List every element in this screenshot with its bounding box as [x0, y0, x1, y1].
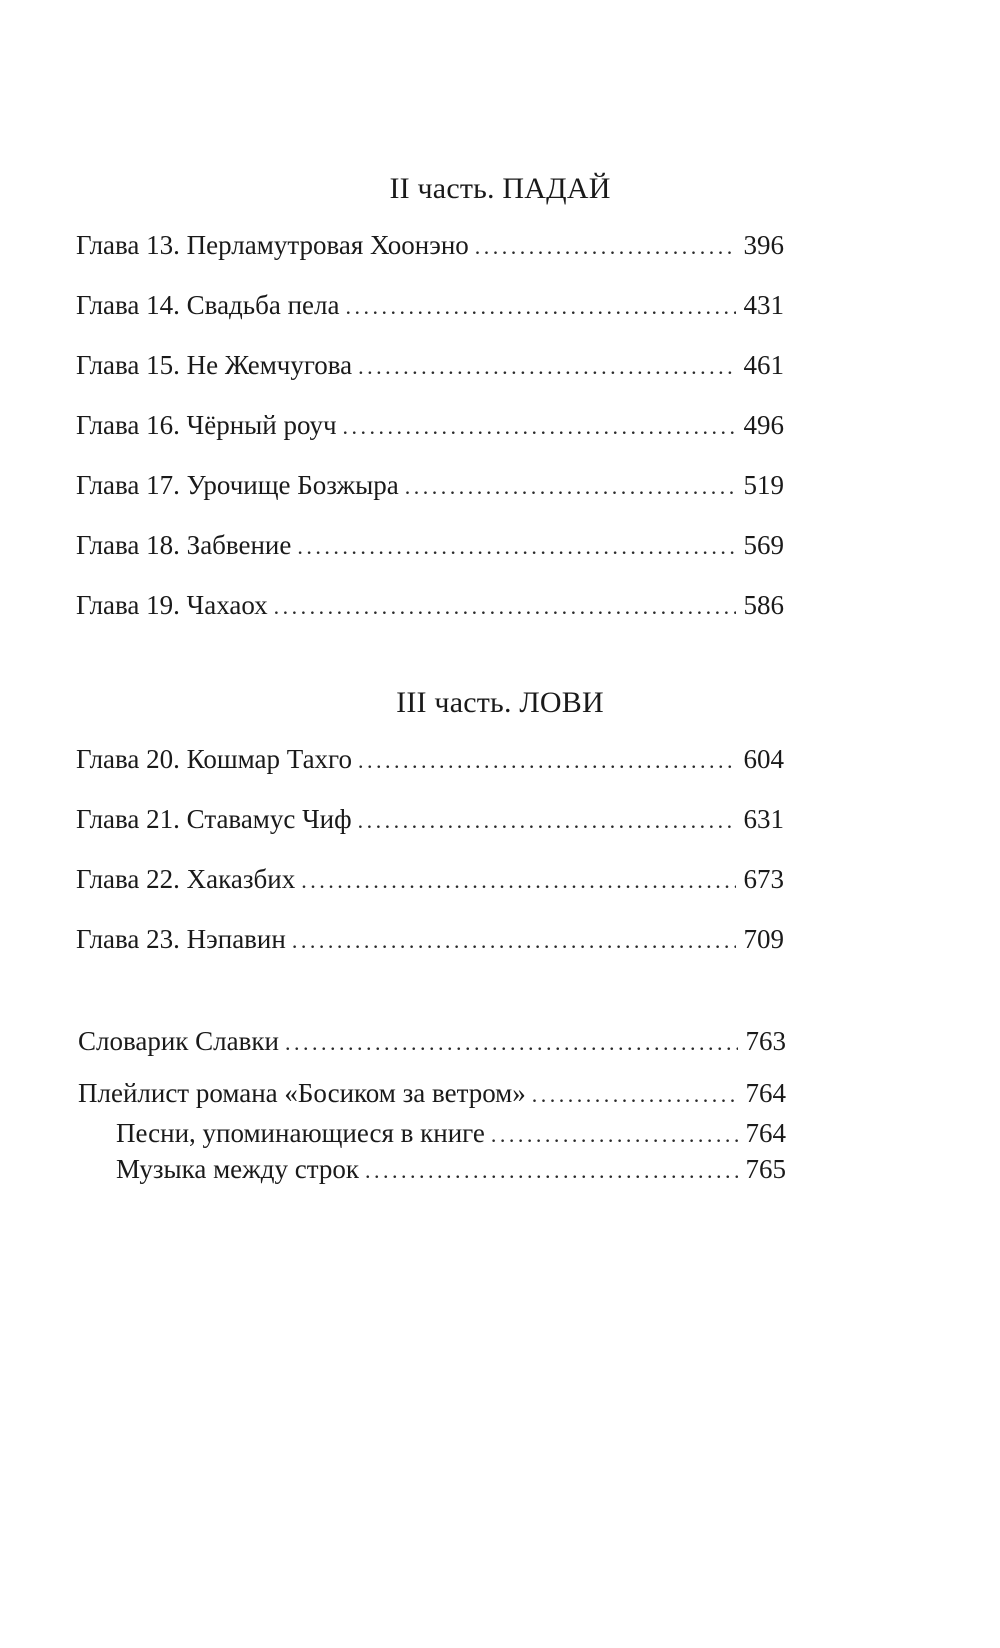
toc-entry-title: Глава 21. Ставамус Чиф: [76, 804, 352, 834]
toc-subentry-songs[interactable]: [116, 1116, 786, 1150]
toc-entry-page: 763: [745, 1026, 786, 1056]
toc-entry-title: Музыка между строк: [116, 1154, 360, 1184]
dot-leader: [491, 1118, 738, 1152]
toc-entry-chapter-16[interactable]: [76, 408, 784, 442]
toc-entry-title: Глава 15. Не Жемчугова: [76, 350, 353, 380]
toc-entry-chapter-22[interactable]: [76, 862, 784, 896]
toc-entry-chapter-23[interactable]: [76, 922, 784, 956]
toc-entry-title: Глава 14. Свадьба пела: [76, 290, 340, 320]
toc-entry-page: 764: [745, 1078, 786, 1108]
toc-entry-title: Глава 22. Хаказбих: [76, 864, 296, 894]
dot-leader: [358, 804, 736, 838]
toc-entry-playlist[interactable]: [78, 1076, 786, 1110]
toc-subentry-music[interactable]: [116, 1152, 786, 1186]
toc-entry-title: Глава 23. Нэпавин: [76, 924, 286, 954]
toc-entry-page: 496: [743, 410, 784, 440]
toc-entry-title: Плейлист романа «Босиком за ветром»: [78, 1078, 526, 1108]
toc-entry-title: Глава 17. Урочище Бозжыра: [76, 470, 399, 500]
part-3-heading: III часть. ЛОВИ: [396, 686, 604, 719]
toc-entry-page: 431: [743, 290, 784, 320]
toc-entry-chapter-15[interactable]: [76, 348, 784, 382]
toc-entry-page: 519: [743, 470, 784, 500]
dot-leader: [358, 744, 736, 778]
dot-leader: [274, 590, 736, 624]
dot-leader: [285, 1026, 738, 1060]
toc-entry-page: 461: [743, 350, 784, 380]
dot-leader: [345, 290, 735, 324]
toc-entry-chapter-13[interactable]: [76, 228, 784, 262]
toc-entry-chapter-18[interactable]: [76, 528, 784, 562]
toc-entry-title: Глава 13. Перламутровая Хоонэно: [76, 230, 469, 260]
toc-entry-page: 764: [745, 1118, 786, 1148]
toc-entry-chapter-21[interactable]: [76, 802, 784, 836]
toc-entry-title: Словарик Славки: [78, 1026, 279, 1056]
toc-entry-title: Глава 18. Забвение: [76, 530, 292, 560]
toc-entry-page: 396: [743, 230, 784, 260]
dot-leader: [405, 470, 736, 504]
dot-leader: [475, 230, 736, 264]
dot-leader: [292, 924, 736, 958]
toc-entry-chapter-19[interactable]: [76, 588, 784, 622]
dot-leader: [301, 864, 735, 898]
toc-entry-page: 709: [743, 924, 784, 954]
toc-entry-title: Глава 20. Кошмар Тахго: [76, 744, 352, 774]
toc-entry-title: Глава 19. Чахаох: [76, 590, 268, 620]
toc-entry-chapter-20[interactable]: [76, 742, 784, 776]
dot-leader: [297, 530, 735, 564]
toc-entry-title: Глава 16. Чёрный роуч: [76, 410, 337, 440]
toc-entry-page: 765: [745, 1154, 786, 1184]
toc-entry-chapter-17[interactable]: [76, 468, 784, 502]
toc-entry-page: 604: [743, 744, 784, 774]
dot-leader: [365, 1154, 737, 1188]
toc-entry-page: 586: [743, 590, 784, 620]
part-2-heading: II часть. ПАДАЙ: [389, 172, 611, 205]
toc-entry-chapter-14[interactable]: [76, 288, 784, 322]
toc-entry-page: 631: [743, 804, 784, 834]
dot-leader: [532, 1078, 738, 1112]
dot-leader: [343, 410, 736, 444]
dot-leader: [358, 350, 735, 384]
toc-entry-page: 673: [743, 864, 784, 894]
toc-entry-page: 569: [743, 530, 784, 560]
toc-entry-glossary[interactable]: [78, 1024, 786, 1058]
toc-entry-title: Песни, упоминающиеся в книге: [116, 1118, 485, 1148]
